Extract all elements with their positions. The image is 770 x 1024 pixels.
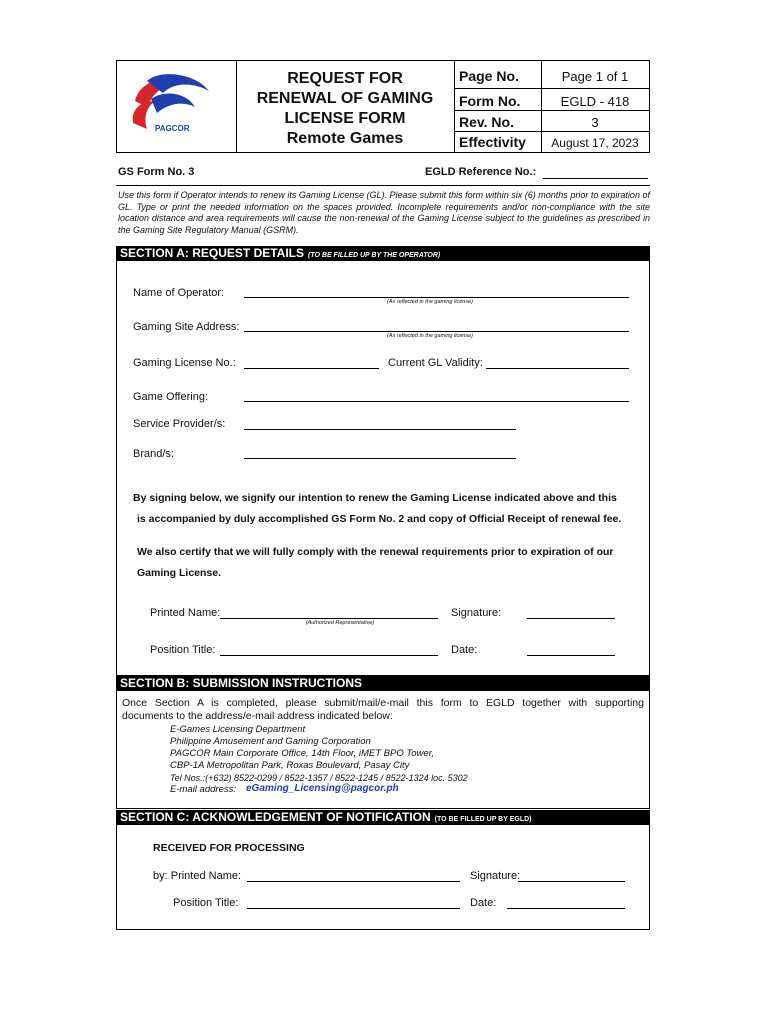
page-no-label: Page No. — [459, 68, 519, 84]
pagcor-logo — [125, 71, 225, 145]
gaming-site-address-label: Gaming Site Address: — [133, 321, 240, 333]
title-line: RENEWAL OF GAMING — [256, 90, 434, 107]
c-signature-field[interactable] — [518, 881, 625, 882]
position-title-label: Position Title: — [150, 644, 216, 656]
effectivity-label: Effectivity — [459, 134, 526, 150]
as-reflected-note: (As reflected in the gaming license) — [387, 299, 473, 305]
section-a-header — [116, 246, 650, 261]
current-gl-validity-label: Current GL Validity: — [388, 357, 483, 369]
instruction-text: documents to the address/e-mail address indicated below: — [122, 710, 393, 722]
rev-no-label: Rev. No. — [459, 114, 514, 130]
section-b-title: SECTION B: SUBMISSION INSTRUCTIONS — [120, 676, 363, 690]
form-no-value: EGLD - 418 — [560, 94, 630, 109]
effectivity-value: August 17, 2023 — [551, 136, 639, 150]
brands-label: Brand/s: — [133, 448, 174, 460]
address-line: E-Games Licensing Department — [170, 724, 306, 735]
c-printed-name-field[interactable] — [247, 881, 460, 882]
received-label: RECEIVED FOR PROCESSING — [153, 842, 305, 854]
section-c-note: (TO BE FILLED UP BY EGLD) — [434, 816, 532, 823]
page-no-value: Page 1 of 1 — [561, 69, 629, 84]
section-c-title: SECTION C: ACKNOWLEDGEMENT OF NOTIFICATION — [120, 810, 431, 824]
gs-form-no: GS Form No. 3 — [118, 166, 195, 178]
form-subtitle: Remote Games — [286, 130, 404, 147]
printed-name-field[interactable] — [220, 618, 438, 619]
address-line: Tel Nos.:(+632) 8522-0299 / 8522-1357 / 8522-1245 / 8522-1324 loc. 5302 — [170, 773, 468, 783]
form-title — [237, 69, 453, 149]
position-title-field[interactable] — [220, 655, 438, 656]
certify-statement: We also certify that we will fully comply with the renewal requirements prior to expiration of our — [137, 546, 614, 558]
game-offering-label: Game Offering: — [133, 391, 208, 403]
date-label: Date: — [451, 644, 478, 656]
c-signature-label: Signature: — [470, 870, 521, 882]
email-label: E-mail address: — [170, 784, 236, 795]
c-position-title-label: Position Title: — [173, 897, 239, 909]
c-date-label: Date: — [470, 897, 497, 909]
c-position-title-field[interactable] — [247, 908, 460, 909]
name-of-operator-field[interactable] — [244, 297, 629, 298]
gaming-license-no-field[interactable] — [244, 368, 379, 369]
date-field[interactable] — [527, 655, 615, 656]
certify-statement: Gaming License. — [137, 567, 222, 579]
title-line: LICENSE FORM — [284, 110, 406, 127]
title-line: REQUEST FOR — [287, 70, 403, 87]
section-a-note: (TO BE FILLED UP BY THE OPERATOR) — [308, 252, 441, 259]
egld-ref-field[interactable] — [543, 178, 648, 179]
gaming-license-no-label: Gaming License No.: — [133, 357, 236, 369]
section-b-header — [116, 676, 650, 691]
divider — [116, 185, 650, 186]
logo-text: PAGCOR — [155, 124, 190, 133]
sign-statement: is accompanied by duly accomplished GS Form No. 2 and copy of Official Receipt of renewal fee. — [137, 513, 622, 525]
form-no-label: Form No. — [459, 93, 521, 109]
rev-no-value: 3 — [591, 115, 599, 130]
header-table — [116, 60, 650, 153]
as-reflected-note: (As reflected in the gaming license) — [387, 333, 473, 339]
egld-ref-label: EGLD Reference No.: — [425, 166, 537, 178]
service-providers-field[interactable] — [244, 429, 516, 430]
email-link[interactable]: eGaming_Licensing@pagcor.ph — [246, 783, 399, 794]
address-line: Philippine Amusement and Gaming Corporation — [170, 736, 371, 747]
authorized-rep-note: (Authorized Representative) — [305, 620, 375, 626]
address-line: CBP-1A Metropolitan Park, Roxas Boulevard, Pasay City — [170, 760, 410, 771]
current-gl-validity-field[interactable] — [486, 368, 629, 369]
c-date-field[interactable] — [507, 908, 625, 909]
section-c-header — [116, 810, 650, 825]
signature-label: Signature: — [451, 607, 502, 619]
signature-field[interactable] — [527, 618, 615, 619]
service-providers-label: Service Provider/s: — [133, 418, 226, 430]
brands-field[interactable] — [244, 458, 516, 459]
by-printed-name-label: by: Printed Name: — [153, 870, 242, 882]
intro-text: Use this form if Operator intends to renew its Gaming License (GL). Please submit this form within six (6) months prior to expiration of GL. Type or print the needed information on the spaces provided. Incomplete requirements and/or non-compliance with the site location distance and area requirements will cause the non-renewal of the Gaming License subject to the guidelines as prescribed in the Gaming Site Regulatory Manual (GSRM). — [118, 190, 650, 235]
gaming-site-address-field[interactable] — [244, 331, 629, 332]
name-of-operator-label: Name of Operator: — [133, 287, 225, 299]
section-a-title: SECTION A: REQUEST DETAILS — [120, 246, 305, 260]
address-line: PAGCOR Main Corporate Office, 14th Floor, iMET BPO Tower, — [170, 748, 434, 759]
game-offering-field[interactable] — [244, 401, 629, 402]
instruction-text: Once Section A is completed, please submit/mail/e-mail this form to EGLD together with supporting — [122, 697, 644, 709]
sign-statement: By signing below, we signify our intention to renew the Gaming License indicated above and this — [133, 492, 617, 504]
printed-name-label: Printed Name: — [150, 607, 221, 619]
